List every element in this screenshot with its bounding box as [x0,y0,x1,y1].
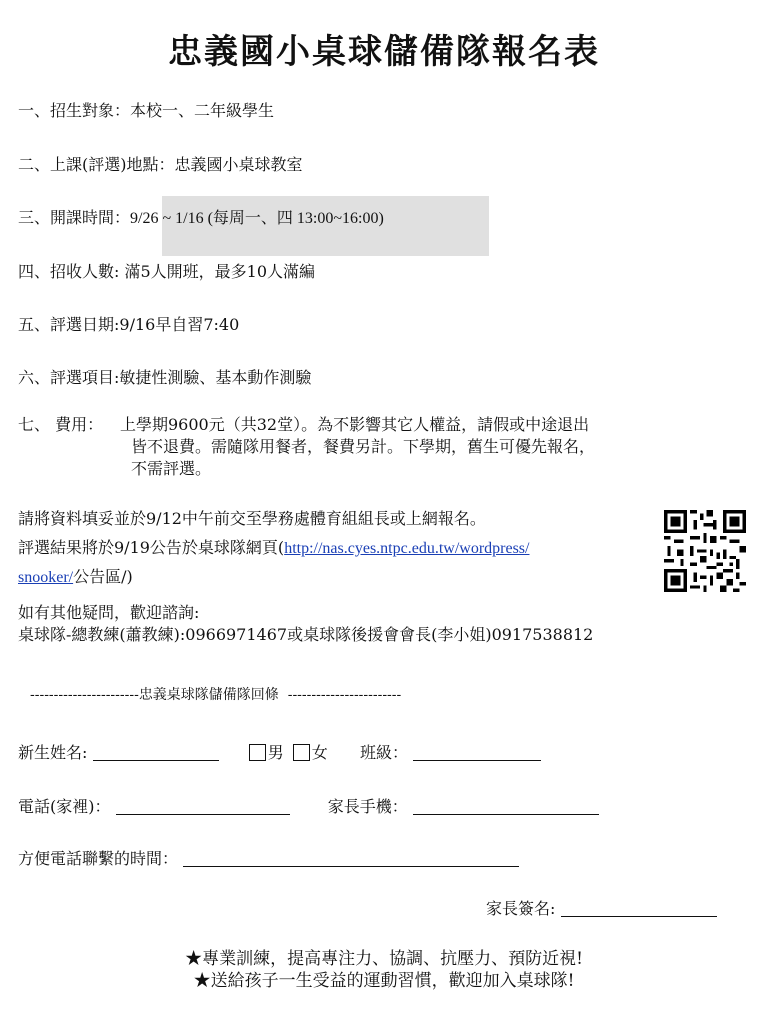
divider-dash-left: ----------------------- [30,687,139,703]
class-field[interactable] [413,744,541,761]
notice-prefix: 評選結果將於9/19公告於桌球隊網頁( [18,538,285,557]
contact-line-2: 桌球隊-總教練(蕭教練):0966971467或桌球隊後援會會長(李小姐)0917538812 [18,625,594,644]
slogan-line-2: ★送給孩子一生受益的運動習慣，歡迎加入桌球隊! [193,971,575,991]
name-label: 新生姓名: [18,743,88,762]
item-fee-label: 七、 費用： [18,415,104,434]
divider-dash-right: ------------------------ [287,687,402,703]
fee-line-1: 上學期9600元（共32堂）。為不影響其它人權益，請假或中途退出 [120,415,590,434]
male-checkbox[interactable] [249,744,266,761]
fee-line-3: 不需評選。 [131,459,212,478]
reply-slip-divider [30,684,401,704]
row-signature [486,896,717,919]
parent-mobile-field[interactable] [413,798,599,815]
schedule-label: 三、開課時間： [18,208,131,227]
item-location: 二、上課(評選)地點：忠義國小桌球教室 [18,155,303,174]
notice-line-3 [18,564,133,587]
row-phone [18,794,599,817]
notice-line-1: 請將資料填妥並於9/12中午前交至學務處體育組組長或上網報名。 [18,509,486,528]
contact-time-label: 方便電話聯繫的時間： [18,849,179,868]
row-contact-time [18,846,519,869]
female-label: 女 [311,743,328,762]
notice-suffix: 公告區/) [73,567,133,586]
item-selection-tests: 六、評選項目:敏捷性測驗、基本動作測驗 [18,368,312,387]
item-schedule [18,205,384,228]
notice-line-2 [18,535,529,558]
reply-slip-title: 忠義桌球隊儲備隊回條 [138,687,279,703]
slogan-line-1: ★專業訓練，提高專注力、協調、抗壓力、預防近視! [185,949,583,969]
item-target: 一、招生對象：本校一、二年級學生 [18,101,275,120]
team-website-link[interactable]: http://nas.cyes.ntpc.edu.tw/wordpress/ [284,540,530,557]
item-capacity: 四、招收人數: 滿5人開班，最多10人滿編 [18,262,316,281]
fee-line-2: 皆不退費。需隨隊用餐者，餐費另計。下學期，舊生可優先報名， [131,437,596,456]
class-label: 班級： [360,743,409,762]
contact-time-field[interactable] [183,850,519,867]
contact-line-1: 如有其他疑問，歡迎諮詢: [18,603,200,622]
row-name-gender-class [18,740,541,763]
team-website-link-cont[interactable]: snooker/ [18,569,74,586]
home-phone-field[interactable] [116,798,290,815]
parent-signature-label: 家長簽名: [486,899,556,918]
name-field[interactable] [93,744,219,761]
parent-signature-field[interactable] [561,900,717,917]
parent-mobile-label: 家長手機： [327,797,408,816]
qr-code-icon[interactable] [664,510,746,592]
home-phone-label: 電話(家裡)： [18,797,111,816]
item-selection-date: 五、評選日期:9/16早自習7:40 [18,315,240,334]
male-label: 男 [267,743,284,762]
female-checkbox[interactable] [293,744,310,761]
page-title: 忠義國小桌球儲備隊報名表 [168,32,600,72]
schedule-value: 9/26 ~ 1/16 (每周一、四 13:00~16:00) [130,210,384,227]
